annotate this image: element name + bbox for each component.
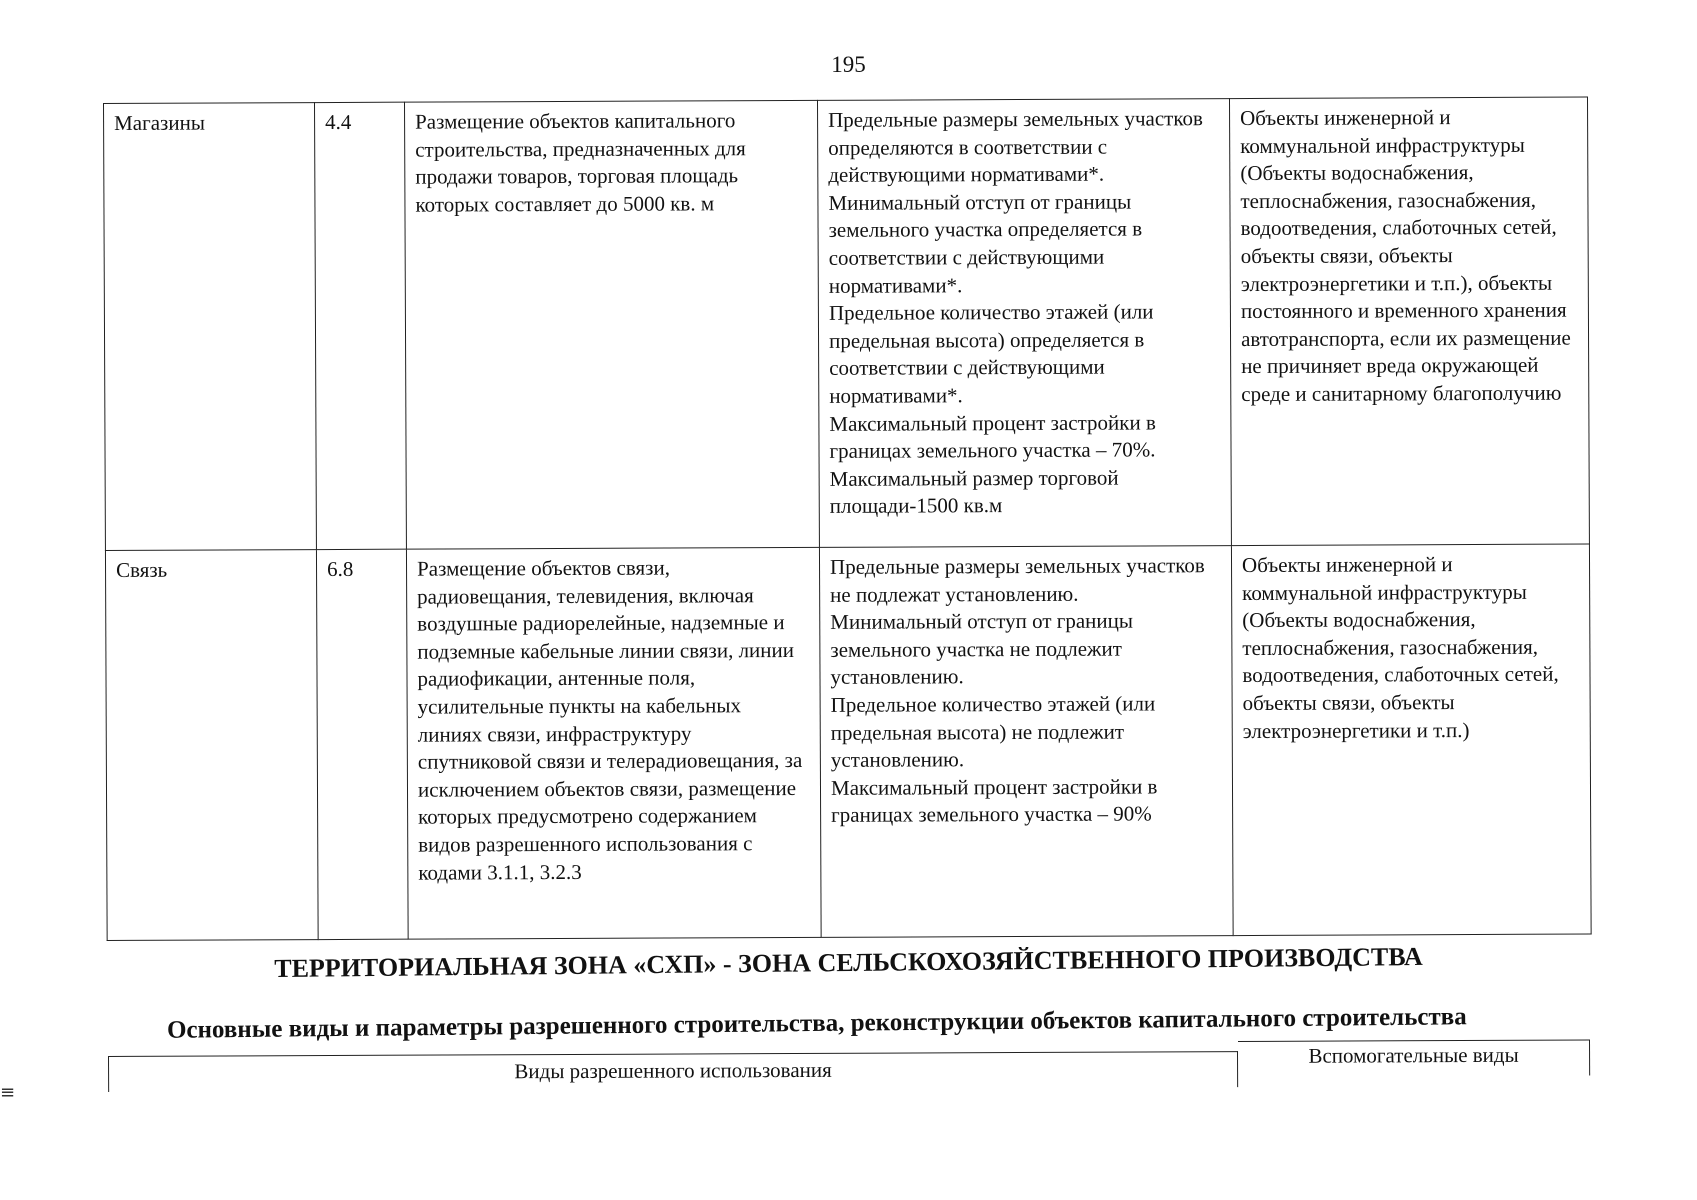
use-description-cell: Размещение объектов капитального строительства, предназначенных для продажи товаров, торговая площадь которых составляет до 5000 кв. м bbox=[404, 100, 819, 549]
use-name-cell: Магазины bbox=[104, 103, 317, 551]
auxiliary-uses-cell: Объекты инженерной и коммунальной инфраструктуры (Объекты водоснабжения, теплоснабжения, газоснабжения, водоотведения, слаботочных сетей, объекты связи, объекты электроэнергетики и т.п.), объекты постоянного и временного хранения автотранспорта, если их размещение не причиняет вреда окружающей среде и санитарному благополучию bbox=[1229, 97, 1589, 546]
next-table-header-auxiliary: Вспомогательные виды bbox=[1238, 1039, 1590, 1077]
zone-title: ТЕРРИТОРИАЛЬНАЯ ЗОНА «СХП» - ЗОНА СЕЛЬСКОХОЗЯЙСТВЕННОГО ПРОИЗВОДСТВА bbox=[274, 941, 1423, 984]
parameters-cell: Предельные размеры земельных участков определяются в соответствии с действующими нормативами*. Минимальный отступ от границы земельного участка определяется в соответствии с действующими нормативами*. Предельное количество этажей (или предельная высота) определяется в соответствии с действующими нормативами*. Максимальный процент застройки в границах земельного участка – 70%. Максимальный размер торговой площади-1500 кв.м bbox=[817, 99, 1231, 548]
use-code-cell: 6.8 bbox=[316, 549, 408, 939]
next-table-header-uses: Виды разрешенного использования bbox=[108, 1051, 1238, 1092]
land-use-table bbox=[103, 97, 1592, 941]
use-name-cell: Связь bbox=[105, 550, 318, 941]
use-code-cell: 4.4 bbox=[315, 102, 407, 549]
section-title: Основные виды и параметры разрешенного строительства, реконструкции объектов капитального строительства bbox=[166, 1003, 1467, 1044]
auxiliary-uses-cell: Объекты инженерной и коммунальной инфраструктуры (Объекты водоснабжения, теплоснабжения, газоснабжения, водоотведения, слаботочных сетей, объекты связи, объекты электроэнергетики и т.п.) bbox=[1231, 544, 1591, 936]
table-row bbox=[105, 544, 1591, 940]
page-number: 195 bbox=[831, 52, 866, 77]
use-description-cell: Размещение объектов связи, радиовещания, телевидения, включая воздушные радиорелейные, надземные и подземные кабельные линии связи, линии радиофикации, антенные поля, усилительные пункты на кабельных линиях связи, инфраструктуру спутниковой связи и телерадиовещания, за исключением объектов связи, размещение которых предусмотрено содержанием видов разрешенного использования с кодами 3.1.1, 3.2.3 bbox=[406, 547, 821, 939]
margin-mark: ≡ bbox=[0, 1082, 16, 1103]
parameters-cell: Предельные размеры земельных участков не подлежат установлению. Минимальный отступ от границы земельного участка не подлежит установлению. Предельное количество этажей (или предельная высота) не подлежит установлению. Максимальный процент застройки в границах земельного участка – 90% bbox=[819, 546, 1233, 938]
table-row bbox=[104, 97, 1590, 550]
